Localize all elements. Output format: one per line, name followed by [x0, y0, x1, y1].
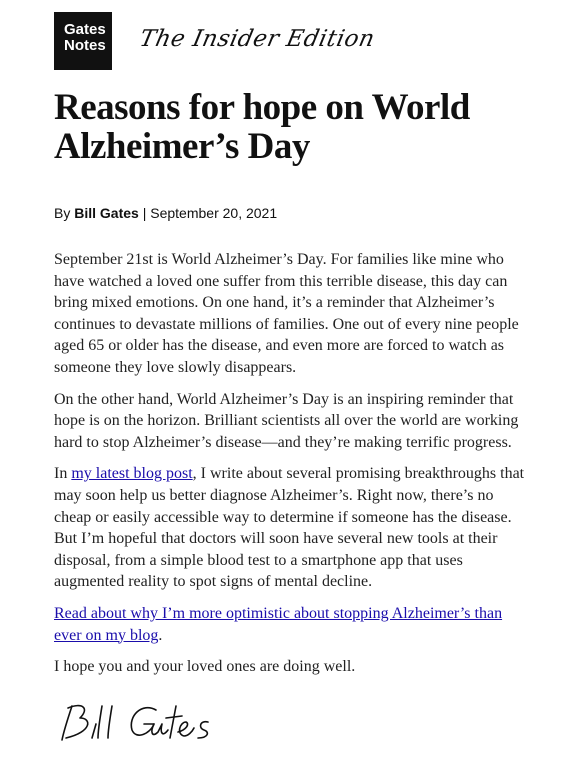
article-title: Reasons for hope on World Alzheimer’s Day [54, 87, 470, 167]
paragraph-4 [54, 603, 532, 646]
insider-edition-label: The Insider Edition [137, 26, 378, 52]
logo-line-1: Gates [64, 21, 106, 38]
byline-prefix: By [54, 205, 71, 221]
publish-date: September 20, 2021 [150, 205, 278, 221]
logo-line-2: Notes [64, 37, 106, 54]
read-on-blog-link[interactable]: Read about why I’m more optimistic about stopping Alzheimer’s than ever on my blog [54, 604, 503, 644]
bill-gates-signature [58, 698, 218, 748]
paragraph-4-end: . [158, 626, 163, 644]
paragraph-5: I hope you and your loved ones are doing well. [54, 658, 356, 676]
paragraph-2: On the other hand, World Alzheimer’s Day is an inspiring reminder that hope is on the horizon. Brilliant scientists all over the world are working hard to stop Alzheimer’s disease—and they’re making terrific progress. [54, 390, 519, 451]
paragraph-3-rest: , I write about several promising breakthroughs that may soon help us better diagnose Alzheimer’s. Right now, there’s no cheap or easily accessible way to determine if someone has the disease. But I’m hopeful that doctors will soon have several new tools at their disposal, from a simple blood test to a smartphone app that uses augmented reality to spot signs of mental decline. [54, 465, 525, 591]
article-body [54, 249, 532, 688]
paragraph-1: September 21st is World Alzheimer’s Day. For families like mine who have watched a loved one suffer from this terrible disease, this day can bring mixed emotions. On one hand, it’s a reminder that Alzheimer’s continues to devastate millions of families. One out of every nine people aged 65 or older has the disease, and even more are forced to watch as someone they love slowly disappears. [54, 251, 519, 376]
paragraph-3-lead: In [54, 465, 72, 483]
paragraph-3 [54, 463, 532, 593]
author-name: Bill Gates [74, 205, 139, 221]
gates-notes-logo[interactable] [54, 12, 112, 70]
byline-separator: | [142, 205, 147, 221]
latest-blog-post-link[interactable]: my latest blog post [71, 465, 193, 483]
header [54, 12, 378, 70]
byline [54, 205, 277, 221]
